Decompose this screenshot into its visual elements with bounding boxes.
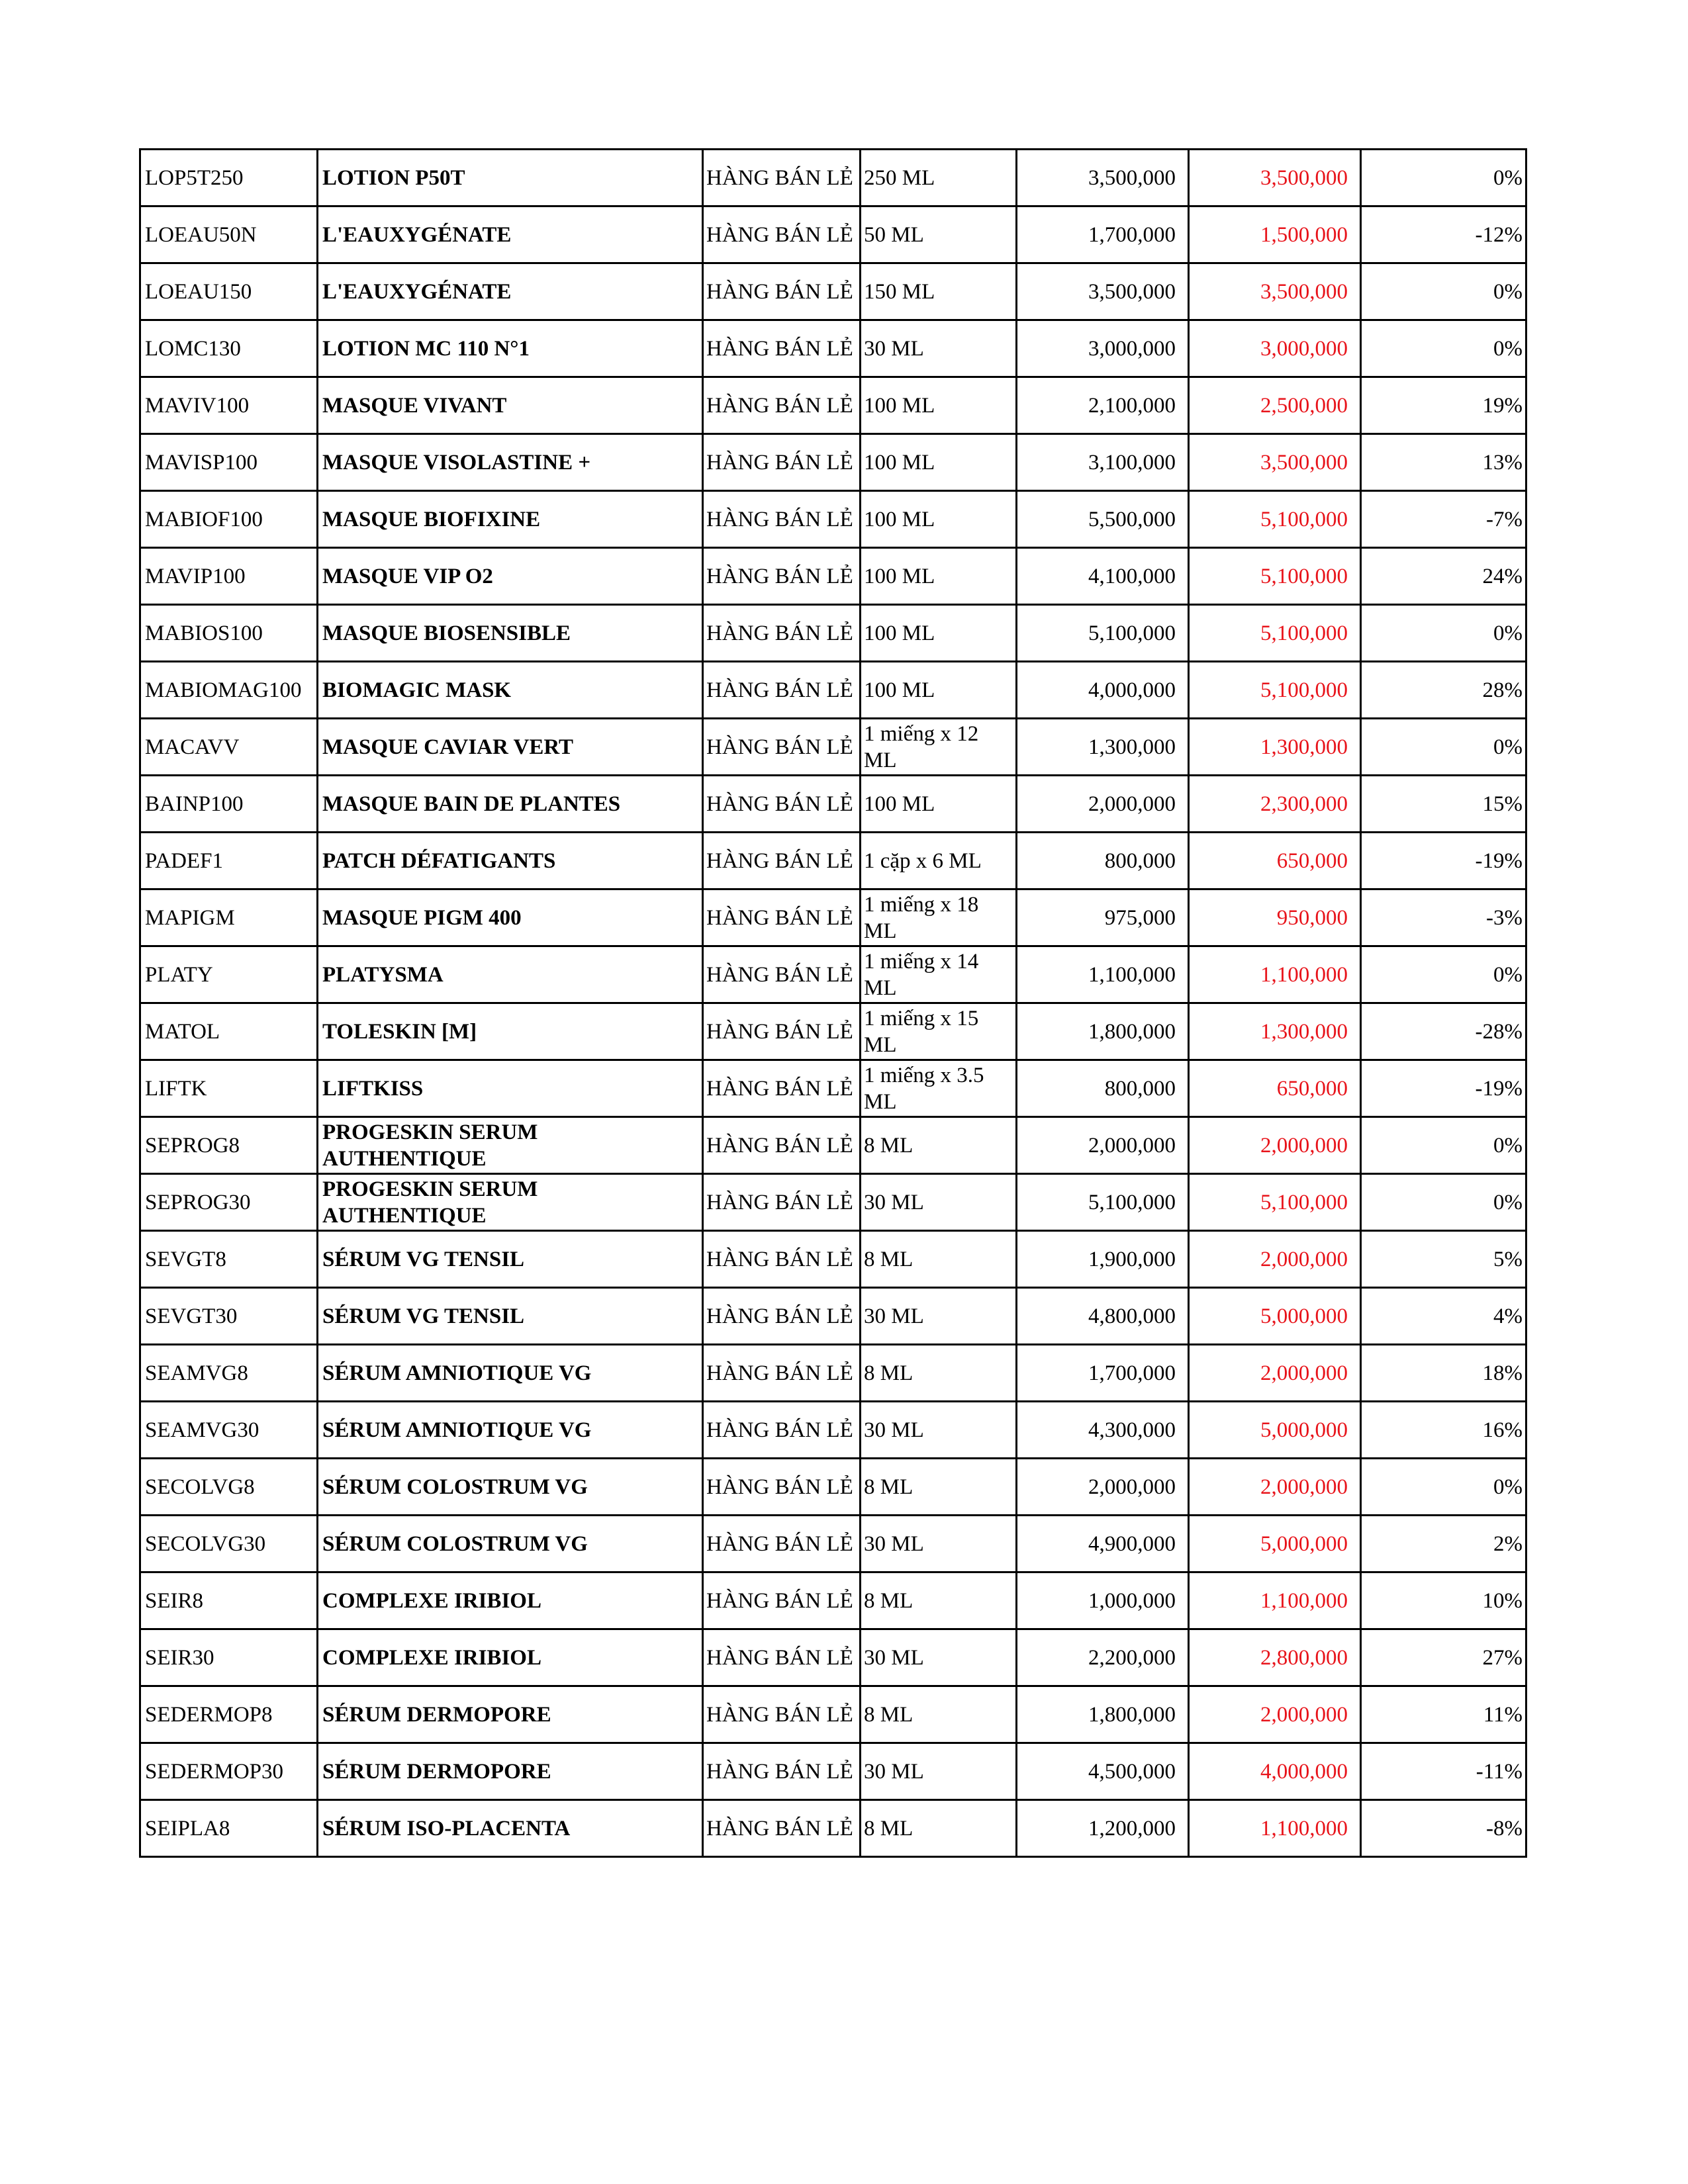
table-row: [140, 1743, 1526, 1800]
product-code-cell: LOP5T250: [140, 150, 318, 206]
price-change-cell: 2%: [1361, 1516, 1526, 1572]
product-name-cell: MASQUE VIVANT: [318, 377, 703, 434]
product-code-cell: PLATY: [140, 946, 318, 1003]
product-name-cell: PLATYSMA: [318, 946, 703, 1003]
old-price-cell: 4,500,000: [1017, 1743, 1189, 1800]
sale-type-cell: HÀNG BÁN LẺ: [703, 1060, 861, 1117]
table-row: [140, 1516, 1526, 1572]
size-cell: 1 miếng x 18 ML: [861, 889, 1017, 946]
price-change-cell: 10%: [1361, 1572, 1526, 1629]
table-row: [140, 320, 1526, 377]
table-row: [140, 1572, 1526, 1629]
product-code-cell: LOMC130: [140, 320, 318, 377]
product-name-cell: COMPLEXE IRIBIOL: [318, 1629, 703, 1686]
table-row: [140, 1117, 1526, 1174]
sale-type-cell: HÀNG BÁN LẺ: [703, 889, 861, 946]
old-price-cell: 1,100,000: [1017, 946, 1189, 1003]
sale-type-cell: HÀNG BÁN LẺ: [703, 1288, 861, 1345]
sale-type-cell: HÀNG BÁN LẺ: [703, 1117, 861, 1174]
price-change-cell: -19%: [1361, 1060, 1526, 1117]
new-price-cell: 1,300,000: [1189, 1003, 1361, 1060]
size-cell: 30 ML: [861, 320, 1017, 377]
size-cell: 30 ML: [861, 1629, 1017, 1686]
table-row: [140, 1060, 1526, 1117]
product-name-cell: SÉRUM AMNIOTIQUE VG: [318, 1345, 703, 1402]
sale-type-cell: HÀNG BÁN LẺ: [703, 719, 861, 776]
size-cell: 100 ML: [861, 434, 1017, 491]
sale-type-cell: HÀNG BÁN LẺ: [703, 833, 861, 889]
product-name-cell: L'EAUXYGÉNATE: [318, 263, 703, 320]
table-row: [140, 1402, 1526, 1459]
sale-type-cell: HÀNG BÁN LẺ: [703, 1743, 861, 1800]
size-cell: 1 miếng x 14 ML: [861, 946, 1017, 1003]
table-row: [140, 1288, 1526, 1345]
old-price-cell: 1,800,000: [1017, 1003, 1189, 1060]
product-name-cell: LIFTKISS: [318, 1060, 703, 1117]
product-code-cell: SEVGT8: [140, 1231, 318, 1288]
price-change-cell: 0%: [1361, 150, 1526, 206]
product-code-cell: SEPROG8: [140, 1117, 318, 1174]
price-change-cell: 0%: [1361, 263, 1526, 320]
old-price-cell: 3,000,000: [1017, 320, 1189, 377]
table-row: [140, 719, 1526, 776]
table-row: [140, 662, 1526, 719]
product-code-cell: MABIOF100: [140, 491, 318, 548]
product-code-cell: MACAVV: [140, 719, 318, 776]
old-price-cell: 1,800,000: [1017, 1686, 1189, 1743]
sale-type-cell: HÀNG BÁN LẺ: [703, 150, 861, 206]
table-row: [140, 548, 1526, 605]
price-change-cell: 4%: [1361, 1288, 1526, 1345]
product-code-cell: MAPIGM: [140, 889, 318, 946]
product-code-cell: SECOLVG30: [140, 1516, 318, 1572]
table-row: [140, 377, 1526, 434]
product-name-cell: MASQUE BIOFIXINE: [318, 491, 703, 548]
new-price-cell: 2,000,000: [1189, 1686, 1361, 1743]
new-price-cell: 5,100,000: [1189, 548, 1361, 605]
old-price-cell: 975,000: [1017, 889, 1189, 946]
product-name-cell: PROGESKIN SERUM AUTHENTIQUE: [318, 1174, 703, 1231]
size-cell: 100 ML: [861, 377, 1017, 434]
product-code-cell: PADEF1: [140, 833, 318, 889]
old-price-cell: 1,200,000: [1017, 1800, 1189, 1857]
table-row: [140, 605, 1526, 662]
old-price-cell: 4,100,000: [1017, 548, 1189, 605]
size-cell: 1 miếng x 3.5 ML: [861, 1060, 1017, 1117]
product-code-cell: LOEAU50N: [140, 206, 318, 263]
new-price-cell: 3,500,000: [1189, 434, 1361, 491]
old-price-cell: 4,300,000: [1017, 1402, 1189, 1459]
product-code-cell: MAVIV100: [140, 377, 318, 434]
size-cell: 8 ML: [861, 1231, 1017, 1288]
new-price-cell: 650,000: [1189, 833, 1361, 889]
old-price-cell: 800,000: [1017, 833, 1189, 889]
new-price-cell: 2,000,000: [1189, 1459, 1361, 1516]
product-code-cell: LIFTK: [140, 1060, 318, 1117]
sale-type-cell: HÀNG BÁN LẺ: [703, 1686, 861, 1743]
sale-type-cell: HÀNG BÁN LẺ: [703, 1459, 861, 1516]
old-price-cell: 1,900,000: [1017, 1231, 1189, 1288]
table-row: [140, 434, 1526, 491]
product-name-cell: SÉRUM COLOSTRUM VG: [318, 1516, 703, 1572]
new-price-cell: 2,000,000: [1189, 1117, 1361, 1174]
price-change-cell: -7%: [1361, 491, 1526, 548]
price-change-cell: 5%: [1361, 1231, 1526, 1288]
old-price-cell: 4,800,000: [1017, 1288, 1189, 1345]
price-change-cell: -3%: [1361, 889, 1526, 946]
size-cell: 30 ML: [861, 1402, 1017, 1459]
product-name-cell: PATCH DÉFATIGANTS: [318, 833, 703, 889]
table-row: [140, 1003, 1526, 1060]
old-price-cell: 3,100,000: [1017, 434, 1189, 491]
price-table: [139, 148, 1527, 1858]
size-cell: 100 ML: [861, 776, 1017, 833]
old-price-cell: 3,500,000: [1017, 263, 1189, 320]
new-price-cell: 3,500,000: [1189, 150, 1361, 206]
sale-type-cell: HÀNG BÁN LẺ: [703, 491, 861, 548]
new-price-cell: 1,300,000: [1189, 719, 1361, 776]
sale-type-cell: HÀNG BÁN LẺ: [703, 1800, 861, 1857]
size-cell: 1 miếng x 15 ML: [861, 1003, 1017, 1060]
size-cell: 8 ML: [861, 1345, 1017, 1402]
price-change-cell: 16%: [1361, 1402, 1526, 1459]
sale-type-cell: HÀNG BÁN LẺ: [703, 1231, 861, 1288]
new-price-cell: 5,000,000: [1189, 1516, 1361, 1572]
price-change-cell: -28%: [1361, 1003, 1526, 1060]
old-price-cell: 5,100,000: [1017, 1174, 1189, 1231]
product-code-cell: SEIR8: [140, 1572, 318, 1629]
price-change-cell: 13%: [1361, 434, 1526, 491]
table-row: [140, 1686, 1526, 1743]
price-change-cell: 19%: [1361, 377, 1526, 434]
product-code-cell: SEIR30: [140, 1629, 318, 1686]
product-name-cell: SÉRUM DERMOPORE: [318, 1686, 703, 1743]
product-name-cell: L'EAUXYGÉNATE: [318, 206, 703, 263]
sale-type-cell: HÀNG BÁN LẺ: [703, 776, 861, 833]
table-body: [140, 150, 1526, 1857]
sale-type-cell: HÀNG BÁN LẺ: [703, 320, 861, 377]
size-cell: 1 cặp x 6 ML: [861, 833, 1017, 889]
new-price-cell: 2,000,000: [1189, 1231, 1361, 1288]
new-price-cell: 5,100,000: [1189, 605, 1361, 662]
old-price-cell: 5,100,000: [1017, 605, 1189, 662]
product-code-cell: SECOLVG8: [140, 1459, 318, 1516]
table-row: [140, 833, 1526, 889]
old-price-cell: 1,700,000: [1017, 1345, 1189, 1402]
size-cell: 30 ML: [861, 1174, 1017, 1231]
product-name-cell: MASQUE BIOSENSIBLE: [318, 605, 703, 662]
size-cell: 8 ML: [861, 1686, 1017, 1743]
price-change-cell: 18%: [1361, 1345, 1526, 1402]
sale-type-cell: HÀNG BÁN LẺ: [703, 434, 861, 491]
product-name-cell: SÉRUM VG TENSIL: [318, 1231, 703, 1288]
sale-type-cell: HÀNG BÁN LẺ: [703, 1572, 861, 1629]
table-row: [140, 946, 1526, 1003]
size-cell: 100 ML: [861, 662, 1017, 719]
new-price-cell: 2,000,000: [1189, 1345, 1361, 1402]
product-code-cell: MABIOMAG100: [140, 662, 318, 719]
table-row: [140, 150, 1526, 206]
product-name-cell: SÉRUM ISO-PLACENTA: [318, 1800, 703, 1857]
new-price-cell: 2,500,000: [1189, 377, 1361, 434]
size-cell: 1 miếng x 12 ML: [861, 719, 1017, 776]
product-name-cell: BIOMAGIC MASK: [318, 662, 703, 719]
product-name-cell: MASQUE VIP O2: [318, 548, 703, 605]
size-cell: 8 ML: [861, 1572, 1017, 1629]
sale-type-cell: HÀNG BÁN LẺ: [703, 662, 861, 719]
sale-type-cell: HÀNG BÁN LẺ: [703, 263, 861, 320]
product-code-cell: SEDERMOP8: [140, 1686, 318, 1743]
sale-type-cell: HÀNG BÁN LẺ: [703, 1516, 861, 1572]
table-row: [140, 1345, 1526, 1402]
product-name-cell: MASQUE VISOLASTINE +: [318, 434, 703, 491]
size-cell: 150 ML: [861, 263, 1017, 320]
new-price-cell: 950,000: [1189, 889, 1361, 946]
old-price-cell: 1,300,000: [1017, 719, 1189, 776]
new-price-cell: 650,000: [1189, 1060, 1361, 1117]
old-price-cell: 800,000: [1017, 1060, 1189, 1117]
product-name-cell: PROGESKIN SERUM AUTHENTIQUE: [318, 1117, 703, 1174]
size-cell: 30 ML: [861, 1743, 1017, 1800]
new-price-cell: 1,500,000: [1189, 206, 1361, 263]
new-price-cell: 1,100,000: [1189, 1800, 1361, 1857]
product-name-cell: SÉRUM AMNIOTIQUE VG: [318, 1402, 703, 1459]
product-code-cell: SEIPLA8: [140, 1800, 318, 1857]
table-row: [140, 1231, 1526, 1288]
price-change-cell: -11%: [1361, 1743, 1526, 1800]
old-price-cell: 4,000,000: [1017, 662, 1189, 719]
product-code-cell: SEVGT30: [140, 1288, 318, 1345]
size-cell: 50 ML: [861, 206, 1017, 263]
table-row: [140, 263, 1526, 320]
product-code-cell: MABIOS100: [140, 605, 318, 662]
new-price-cell: 5,100,000: [1189, 662, 1361, 719]
new-price-cell: 3,000,000: [1189, 320, 1361, 377]
new-price-cell: 5,000,000: [1189, 1288, 1361, 1345]
product-code-cell: SEPROG30: [140, 1174, 318, 1231]
size-cell: 8 ML: [861, 1800, 1017, 1857]
product-code-cell: BAINP100: [140, 776, 318, 833]
price-change-cell: 0%: [1361, 719, 1526, 776]
price-change-cell: 0%: [1361, 946, 1526, 1003]
product-code-cell: SEAMVG30: [140, 1402, 318, 1459]
sale-type-cell: HÀNG BÁN LẺ: [703, 605, 861, 662]
table-row: [140, 1629, 1526, 1686]
product-name-cell: COMPLEXE IRIBIOL: [318, 1572, 703, 1629]
product-name-cell: SÉRUM DERMOPORE: [318, 1743, 703, 1800]
price-change-cell: 0%: [1361, 320, 1526, 377]
old-price-cell: 1,000,000: [1017, 1572, 1189, 1629]
product-name-cell: LOTION MC 110 N°1: [318, 320, 703, 377]
new-price-cell: 3,500,000: [1189, 263, 1361, 320]
table-row: [140, 1800, 1526, 1857]
price-change-cell: -19%: [1361, 833, 1526, 889]
old-price-cell: 2,200,000: [1017, 1629, 1189, 1686]
sale-type-cell: HÀNG BÁN LẺ: [703, 206, 861, 263]
sale-type-cell: HÀNG BÁN LẺ: [703, 1402, 861, 1459]
old-price-cell: 4,900,000: [1017, 1516, 1189, 1572]
price-change-cell: 28%: [1361, 662, 1526, 719]
sale-type-cell: HÀNG BÁN LẺ: [703, 1174, 861, 1231]
table-row: [140, 1459, 1526, 1516]
old-price-cell: 2,000,000: [1017, 1459, 1189, 1516]
sale-type-cell: HÀNG BÁN LẺ: [703, 1003, 861, 1060]
product-name-cell: MASQUE CAVIAR VERT: [318, 719, 703, 776]
old-price-cell: 2,000,000: [1017, 1117, 1189, 1174]
old-price-cell: 3,500,000: [1017, 150, 1189, 206]
price-change-cell: -8%: [1361, 1800, 1526, 1857]
size-cell: 30 ML: [861, 1288, 1017, 1345]
product-code-cell: MAVIP100: [140, 548, 318, 605]
product-code-cell: MAVISP100: [140, 434, 318, 491]
sale-type-cell: HÀNG BÁN LẺ: [703, 377, 861, 434]
product-name-cell: MASQUE BAIN DE PLANTES: [318, 776, 703, 833]
price-change-cell: 0%: [1361, 605, 1526, 662]
new-price-cell: 5,100,000: [1189, 491, 1361, 548]
product-code-cell: SEAMVG8: [140, 1345, 318, 1402]
size-cell: 8 ML: [861, 1459, 1017, 1516]
new-price-cell: 2,800,000: [1189, 1629, 1361, 1686]
price-change-cell: 0%: [1361, 1117, 1526, 1174]
product-name-cell: MASQUE PIGM 400: [318, 889, 703, 946]
old-price-cell: 2,000,000: [1017, 776, 1189, 833]
old-price-cell: 2,100,000: [1017, 377, 1189, 434]
price-change-cell: -12%: [1361, 206, 1526, 263]
size-cell: 100 ML: [861, 548, 1017, 605]
table-row: [140, 491, 1526, 548]
sale-type-cell: HÀNG BÁN LẺ: [703, 548, 861, 605]
sale-type-cell: HÀNG BÁN LẺ: [703, 946, 861, 1003]
product-code-cell: LOEAU150: [140, 263, 318, 320]
old-price-cell: 1,700,000: [1017, 206, 1189, 263]
size-cell: 30 ML: [861, 1516, 1017, 1572]
new-price-cell: 5,100,000: [1189, 1174, 1361, 1231]
size-cell: 100 ML: [861, 605, 1017, 662]
sale-type-cell: HÀNG BÁN LẺ: [703, 1345, 861, 1402]
size-cell: 8 ML: [861, 1117, 1017, 1174]
product-name-cell: SÉRUM VG TENSIL: [318, 1288, 703, 1345]
product-name-cell: LOTION P50T: [318, 150, 703, 206]
price-change-cell: 0%: [1361, 1174, 1526, 1231]
product-code-cell: MATOL: [140, 1003, 318, 1060]
price-change-cell: 27%: [1361, 1629, 1526, 1686]
sale-type-cell: HÀNG BÁN LẺ: [703, 1629, 861, 1686]
price-change-cell: 24%: [1361, 548, 1526, 605]
table-row: [140, 776, 1526, 833]
new-price-cell: 5,000,000: [1189, 1402, 1361, 1459]
table-row: [140, 1174, 1526, 1231]
product-name-cell: SÉRUM COLOSTRUM VG: [318, 1459, 703, 1516]
table-row: [140, 889, 1526, 946]
size-cell: 250 ML: [861, 150, 1017, 206]
product-code-cell: SEDERMOP30: [140, 1743, 318, 1800]
product-name-cell: TOLESKIN [M]: [318, 1003, 703, 1060]
price-change-cell: 15%: [1361, 776, 1526, 833]
new-price-cell: 1,100,000: [1189, 946, 1361, 1003]
size-cell: 100 ML: [861, 491, 1017, 548]
new-price-cell: 2,300,000: [1189, 776, 1361, 833]
price-change-cell: 0%: [1361, 1459, 1526, 1516]
new-price-cell: 1,100,000: [1189, 1572, 1361, 1629]
old-price-cell: 5,500,000: [1017, 491, 1189, 548]
price-change-cell: 11%: [1361, 1686, 1526, 1743]
new-price-cell: 4,000,000: [1189, 1743, 1361, 1800]
table-row: [140, 206, 1526, 263]
